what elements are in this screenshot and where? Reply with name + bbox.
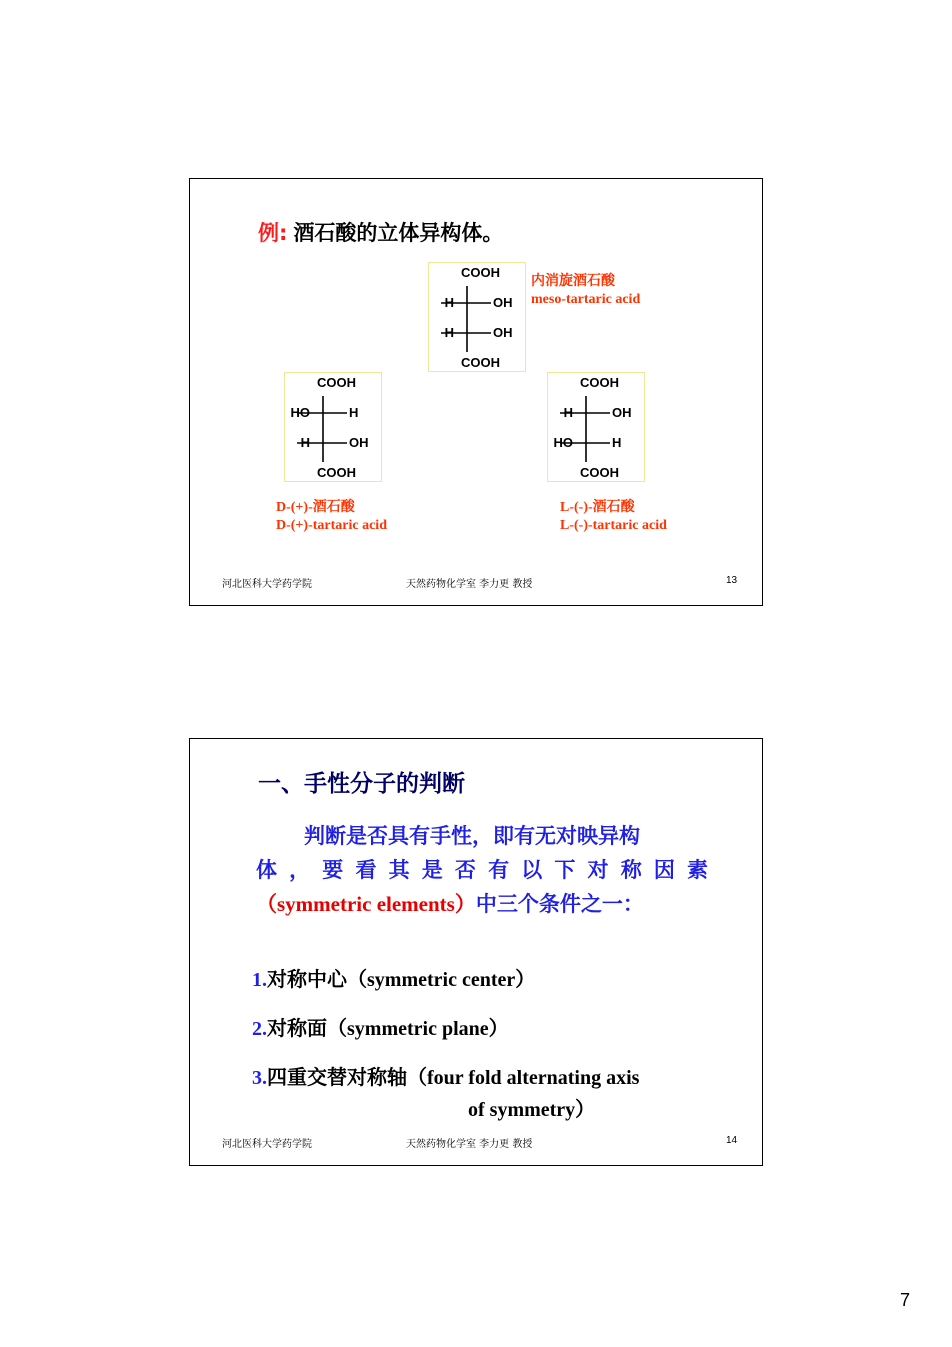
row2-right-group: OH — [349, 435, 369, 450]
slide-number: 13 — [726, 575, 738, 586]
top-group: COOH — [580, 375, 619, 390]
item-english: （symmetric center） — [347, 969, 536, 991]
paragraph-english-term: （symmetric elements） — [256, 892, 476, 916]
row1-right-group: H — [349, 405, 359, 420]
d-tartaric-fischer-projection — [284, 372, 382, 482]
list-item-continuation: of symmetry） — [468, 1099, 596, 1121]
slide-14 — [189, 738, 763, 1166]
page-number: 7 — [899, 1290, 910, 1310]
list-item — [252, 1061, 639, 1090]
top-group: COOH — [461, 265, 500, 280]
item-chinese: 对称中心 — [267, 967, 347, 991]
item-number: 2. — [252, 1018, 267, 1040]
row2-right-group: OH — [493, 325, 513, 340]
footer-department: 天然药物化学室 李力更 教授 — [406, 1139, 533, 1150]
paragraph-line-3 — [256, 887, 708, 921]
slide-13 — [189, 178, 763, 606]
row1-left-group: H — [563, 405, 573, 420]
row2-left-group: H — [300, 435, 310, 450]
row1-right-group: OH — [493, 295, 513, 310]
l-tartaric-fischer-projection — [547, 372, 645, 482]
bottom-group: COOH — [461, 355, 500, 370]
bottom-group: COOH — [580, 465, 619, 480]
top-group: COOH — [317, 375, 356, 390]
footer-school: 河北医科大学药学院 — [222, 579, 312, 590]
row2-left-group: HO — [553, 435, 573, 450]
title-lead: 例 — [258, 221, 279, 245]
slide-number: 14 — [726, 1135, 738, 1146]
title-colon: : — [279, 221, 288, 245]
item-number: 3. — [252, 1067, 267, 1089]
d-name-cn: D-(+)-酒石酸 — [276, 500, 355, 515]
footer-school: 河北医科大学药学院 — [222, 1139, 312, 1150]
title-text: 酒石酸的立体异构体。 — [293, 220, 504, 245]
slide-title — [258, 217, 503, 247]
l-name-en: L-(-)-tartaric acid — [560, 518, 667, 533]
item-chinese: 对称面 — [267, 1016, 327, 1040]
list-item — [252, 1012, 509, 1041]
row1-left-group: HO — [290, 405, 310, 420]
row1-right-group: OH — [612, 405, 632, 420]
l-tartaric-label — [560, 499, 667, 535]
item-english: （symmetric plane） — [327, 1018, 509, 1040]
paragraph-line-2: 体，要看其是否有以下对称因素 — [256, 858, 708, 882]
l-name-cn: L-(-)-酒石酸 — [560, 500, 635, 515]
meso-name-en: meso-tartaric acid — [531, 292, 641, 307]
item-english: （four fold alternating axis — [407, 1067, 640, 1089]
d-name-en: D-(+)-tartaric acid — [276, 518, 387, 533]
d-tartaric-label — [276, 499, 387, 535]
footer-department: 天然药物化学室 李力更 教授 — [406, 579, 533, 590]
bottom-group: COOH — [317, 465, 356, 480]
item-chinese: 四重交替对称轴 — [267, 1065, 407, 1089]
meso-label — [531, 273, 640, 309]
meso-name-cn: 内消旋酒石酸 — [531, 274, 615, 289]
list-item — [252, 963, 535, 992]
row1-left-group: H — [444, 295, 454, 310]
paragraph-tail: 中三个条件之一： — [475, 892, 644, 916]
row2-right-group: H — [612, 435, 622, 450]
meso-fischer-projection — [428, 262, 526, 372]
item-number: 1. — [252, 969, 267, 991]
row2-left-group: H — [444, 325, 454, 340]
paragraph-line-1: 判断是否具有手性，即有无对映异构 — [304, 824, 640, 848]
slide-title: 一、手性分子的判断 — [258, 771, 465, 797]
